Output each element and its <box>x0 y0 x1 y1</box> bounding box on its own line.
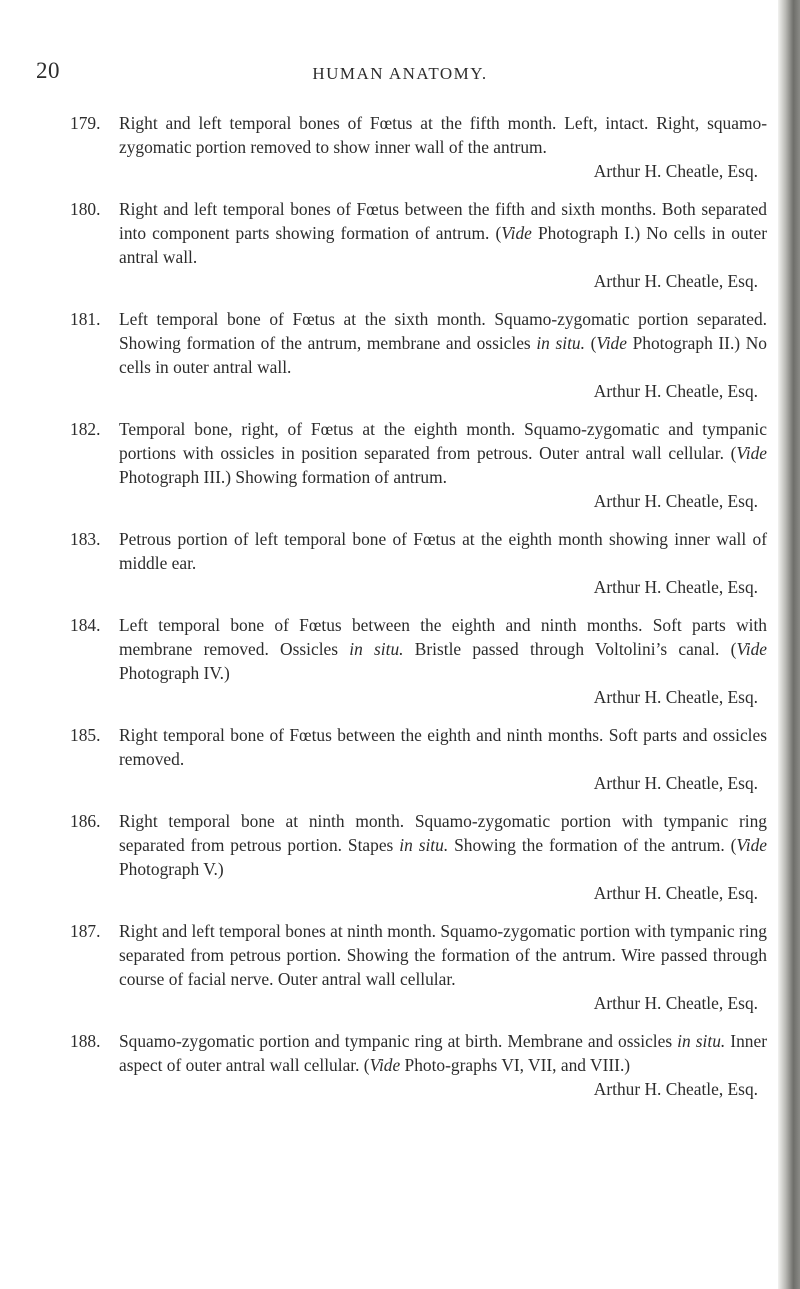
description-text: Petrous portion of left temporal bone of Fœtus at the eighth month showing inner wall of middle ear. <box>119 529 767 573</box>
description-text: Photograph III.) Showing formation of antrum. <box>119 467 447 487</box>
description-text: Right and left temporal bones of Fœtus at the fifth month. Left, intact. Right, squamo-zygomatic portion removed to show inner wall of the antrum. <box>119 113 767 157</box>
entry-description <box>119 723 767 795</box>
description-text: Photograph V.) <box>119 859 224 879</box>
catalogue-entry <box>70 613 767 709</box>
description-text: Photograph IV.) <box>119 663 230 683</box>
entry-description <box>119 197 767 293</box>
entry-description <box>119 307 767 403</box>
catalogue-entry <box>70 417 767 513</box>
entry-description <box>119 527 767 599</box>
description-text: Right temporal bone of Fœtus between the eighth and ninth months. Soft parts and ossicles removed. <box>119 725 767 769</box>
description-text: Right temporal bone at ninth month. Squamo-zygomatic portion with tympanic ring separated from petrous portion. Stapes <box>119 811 767 855</box>
entry-description <box>119 1029 767 1101</box>
entry-description <box>119 919 767 1015</box>
entry-description <box>119 809 767 905</box>
entry-donor: Arthur H. Cheatle, Esq. <box>593 271 758 291</box>
description-text: Photograph II.) No cells in outer antral wall. <box>119 333 767 377</box>
italic-text: Vide <box>369 1055 401 1075</box>
entry-number: 186. <box>70 811 101 831</box>
entry-description <box>119 417 767 513</box>
entry-number: 183. <box>70 529 101 549</box>
entry-number: 180. <box>70 199 101 219</box>
italic-text: in situ. <box>536 333 585 353</box>
running-title: HUMAN ANATOMY. <box>312 64 488 83</box>
description-text: Photograph I.) No cells in outer antral wall. <box>119 223 767 267</box>
description-text: Photo-graphs VI, VII, and VIII.) <box>400 1055 631 1075</box>
italic-text: in situ. <box>677 1031 726 1051</box>
description-text: Left temporal bone of Fœtus at the sixth month. Squamo-zygomatic portion separated. Showing formation of the antrum, membrane and ossicles <box>119 309 767 353</box>
entry-donor: Arthur H. Cheatle, Esq. <box>593 993 758 1013</box>
catalogue-entry <box>70 111 767 183</box>
entry-donor: Arthur H. Cheatle, Esq. <box>593 1079 758 1099</box>
page-number: 20 <box>36 58 60 83</box>
description-text: Bristle passed through Voltolini’s canal. ( <box>403 639 737 659</box>
description-text: Inner aspect of outer antral wall cellular. ( <box>119 1031 767 1075</box>
entry-donor: Arthur H. Cheatle, Esq. <box>593 161 758 181</box>
entry-number: 181. <box>70 309 101 329</box>
entry-number: 179. <box>70 113 101 133</box>
description-text: Squamo-zygomatic portion and tympanic ring at birth. Membrane and ossicles <box>119 1031 678 1051</box>
entry-number: 184. <box>70 615 101 635</box>
entry-description <box>119 613 767 709</box>
catalogue-entry <box>70 197 767 293</box>
catalogue-entry <box>70 919 767 1015</box>
entry-donor: Arthur H. Cheatle, Esq. <box>593 381 758 401</box>
entry-description <box>119 111 767 183</box>
description-text: Temporal bone, right, of Fœtus at the eighth month. Squamo-zygomatic and tympanic portions with ossicles in position separated from petrous. Outer antral wall cellular. ( <box>119 419 767 463</box>
entry-donor: Arthur H. Cheatle, Esq. <box>593 687 758 707</box>
catalogue-entry <box>70 527 767 599</box>
catalogue-entry <box>70 1029 767 1101</box>
entry-donor: Arthur H. Cheatle, Esq. <box>593 883 758 903</box>
italic-text: Vide <box>501 223 532 243</box>
catalogue-entry <box>70 723 767 795</box>
italic-text: Vide <box>736 835 767 855</box>
entry-number: 182. <box>70 419 101 439</box>
entry-number: 188. <box>70 1031 101 1051</box>
italic-text: in situ. <box>399 835 449 855</box>
description-text: Right and left temporal bones at ninth month. Squamo-zygomatic portion with tympanic ring separated from petrous portion. Showing the formation of the antrum. Wire passed through course of facial nerve. Outer antral wall cellular. <box>119 921 767 989</box>
entry-number: 187. <box>70 921 101 941</box>
entry-donor: Arthur H. Cheatle, Esq. <box>593 577 758 597</box>
italic-text: Vide <box>596 333 627 353</box>
description-text: ( <box>584 333 597 353</box>
entry-number: 185. <box>70 725 101 745</box>
page-binding-edge <box>778 0 800 1289</box>
description-text: Left temporal bone of Fœtus between the eighth and ninth months. Soft parts with membrane removed. Ossicles <box>119 615 767 659</box>
entry-donor: Arthur H. Cheatle, Esq. <box>593 773 758 793</box>
catalogue-entry <box>70 809 767 905</box>
italic-text: Vide <box>736 639 768 659</box>
description-text: Right and left temporal bones of Fœtus between the fifth and sixth months. Both separated into component parts showing formation of antrum. ( <box>119 199 767 243</box>
italic-text: Vide <box>736 443 767 463</box>
catalogue-entries <box>70 111 767 1115</box>
description-text: Showing the formation of the antrum. ( <box>448 835 737 855</box>
catalogue-entry <box>70 307 767 403</box>
italic-text: in situ. <box>349 639 404 659</box>
entry-donor: Arthur H. Cheatle, Esq. <box>593 491 758 511</box>
